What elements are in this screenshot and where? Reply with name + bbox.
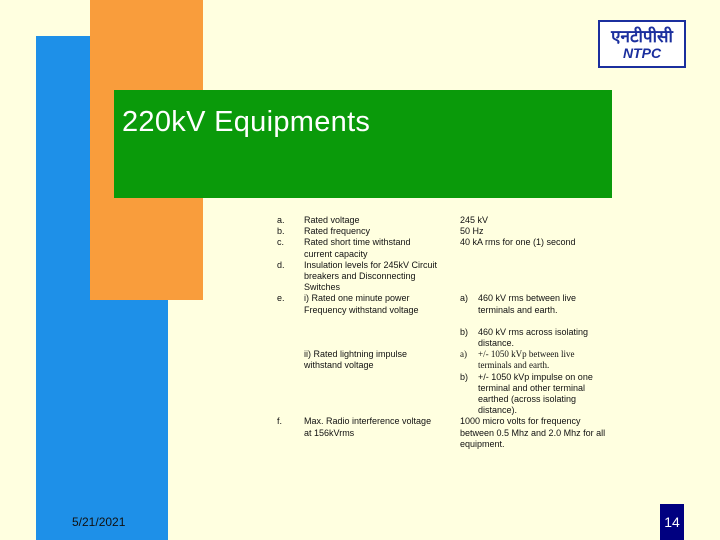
spec-row-a <box>277 215 637 226</box>
spec-value-line: 460 kV rms across isolating <box>478 326 589 337</box>
spec-value <box>460 293 637 349</box>
spec-param <box>304 260 460 294</box>
spec-param-line: ii) Rated lightning impulse <box>304 349 408 360</box>
spec-row-e2 <box>277 349 637 416</box>
spec-value-line: between 0.5 Mhz and 2.0 Mhz for all <box>460 427 606 438</box>
spec-param-line: i) Rated one minute power <box>304 293 410 304</box>
spec-index: a. <box>277 215 285 225</box>
title-band <box>114 90 612 198</box>
spec-param-line: Rated short time withstand <box>304 237 411 248</box>
spec-param <box>304 237 460 259</box>
spec-param-line: Insulation levels for 245kV Circuit <box>304 259 438 270</box>
spec-value-line: +/- 1050 kVp between live <box>478 349 575 360</box>
sub-letter: b) <box>460 371 469 382</box>
sub-letter: b) <box>460 326 469 337</box>
spec-value-line: distance). <box>478 405 518 416</box>
spec-value: 245 kV <box>460 215 489 225</box>
spec-row-b <box>277 226 637 237</box>
spec-param-line: Switches <box>304 282 341 293</box>
spec-param: Rated voltage <box>304 215 360 225</box>
spec-value-line: terminals and earth. <box>478 360 550 371</box>
spec-value-line: +/- 1050 kVp impulse on one <box>478 371 593 382</box>
page-number: 14 <box>660 504 684 540</box>
footer-date: 5/21/2021 <box>72 515 126 529</box>
spec-param-line: current capacity <box>304 248 368 259</box>
logo-english-text: NTPC <box>622 44 662 61</box>
spec-param-line: at 156kVrms <box>304 427 355 438</box>
spec-value-line: equipment. <box>460 438 505 449</box>
spec-row-f <box>277 416 637 450</box>
spec-value-line: 460 kV rms between live <box>478 293 577 304</box>
spec-value <box>460 416 637 450</box>
spec-index: d. <box>277 259 285 270</box>
spec-param-line: Frequency withstand voltage <box>304 304 419 315</box>
spec-param: Rated frequency <box>304 226 371 237</box>
spec-value-line: distance. <box>478 338 515 349</box>
spec-value <box>460 349 637 416</box>
spec-param-line: breakers and Disconnecting <box>304 271 416 282</box>
spec-row-d <box>277 260 637 294</box>
logo-hindi-text: एनटीपीसी <box>611 26 673 47</box>
spec-value-line: terminals and earth. <box>478 304 558 315</box>
spec-row-e1 <box>277 293 637 349</box>
spec-param <box>304 416 460 450</box>
spec-index: e. <box>277 293 285 304</box>
spec-value-line: earthed (across isolating <box>478 394 577 405</box>
spec-index: f. <box>277 416 283 427</box>
spec-table <box>277 215 637 450</box>
spec-param-line: withstand voltage <box>304 360 374 371</box>
spec-index: c. <box>277 237 285 248</box>
spec-param <box>304 293 460 349</box>
slide-title: 220kV Equipments <box>122 106 371 138</box>
spec-value-line: 1000 micro volts for frequency <box>460 416 581 427</box>
spec-value: 40 kA rms for one (1) second <box>460 237 576 248</box>
spec-param-line: Max. Radio interference voltage <box>304 416 432 427</box>
sub-letter: a) <box>460 293 469 304</box>
spec-value-line: terminal and other terminal <box>478 382 586 393</box>
ntpc-logo <box>598 20 686 68</box>
spec-row-c <box>277 237 637 259</box>
spec-value: 50 Hz <box>460 226 484 237</box>
spec-param <box>304 349 460 416</box>
sub-letter: a) <box>460 349 467 360</box>
spec-index: b. <box>277 226 285 237</box>
